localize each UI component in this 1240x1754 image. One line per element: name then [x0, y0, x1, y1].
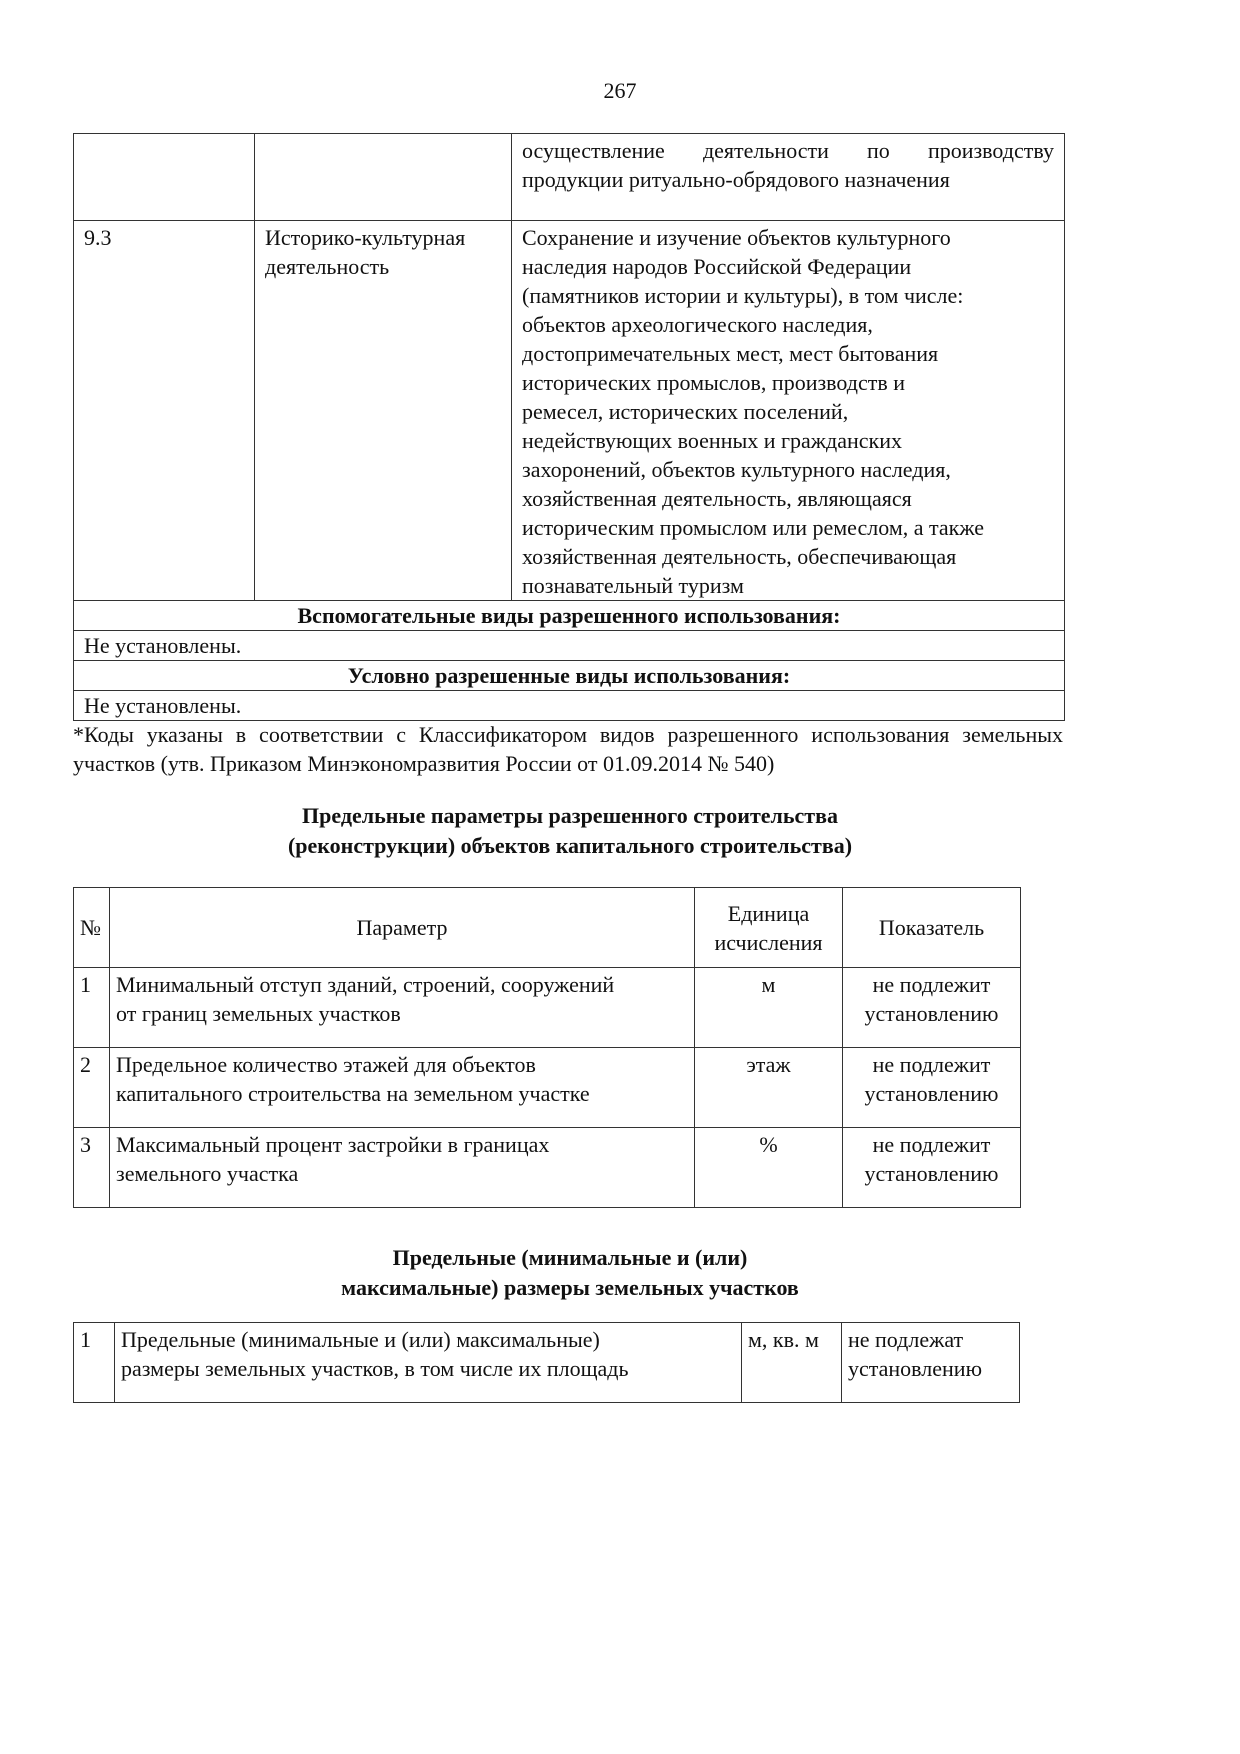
- header-num: №: [74, 888, 110, 968]
- row-unit: этаж: [695, 1048, 843, 1128]
- row-param: Предельные (минимальные и (или) максимальные) размеры земельных участков, в том числе их площадь: [115, 1323, 742, 1403]
- description-cell: осуществление деятельности по производству продукции ритуально-обрядового назначения: [512, 134, 1065, 221]
- table-row: [74, 221, 1065, 601]
- row-param: Предельное количество этажей для объектов капитального строительства на земельном участке: [110, 1048, 695, 1128]
- row-num: 1: [74, 968, 110, 1048]
- params-table: [73, 887, 1021, 1208]
- row-param: Максимальный процент застройки в границах земельного участка: [110, 1128, 695, 1208]
- table-row: [74, 134, 1065, 221]
- header-value: Показатель: [843, 888, 1021, 968]
- code-cell: [74, 134, 255, 221]
- auxiliary-value-row: [74, 631, 1065, 661]
- name-cell: [255, 134, 512, 221]
- code-cell: 9.3: [74, 221, 255, 601]
- conditional-header: Условно разрешенные виды использования:: [74, 661, 1065, 691]
- header-row: [74, 888, 1021, 968]
- table-row: [74, 1323, 1020, 1403]
- row-unit: %: [695, 1128, 843, 1208]
- conditional-header-row: [74, 661, 1065, 691]
- footnote: *Коды указаны в соответствии с Классификатором видов разрешенного использования земельных участков (утв. Приказом Минэкономразвития России от 01.09.2014 № 540): [73, 722, 1063, 776]
- row-value: не подлежат установлению: [842, 1323, 1020, 1403]
- conditional-value-row: [74, 691, 1065, 721]
- sizes-section-title: Предельные (минимальные и (или) максимальные) размеры земельных участков: [341, 1245, 799, 1300]
- row-unit: м, кв. м: [742, 1323, 842, 1403]
- row-num: 1: [74, 1323, 115, 1403]
- land-use-table: [73, 133, 1065, 721]
- auxiliary-header: Вспомогательные виды разрешенного использования:: [74, 601, 1065, 631]
- row-value: не подлежит установлению: [843, 968, 1021, 1048]
- params-section-title: Предельные параметры разрешенного строительства (реконструкции) объектов капитального строительства): [287, 803, 853, 858]
- name-cell: Историко-культурная деятельность: [255, 221, 512, 601]
- table-row: [74, 1128, 1021, 1208]
- conditional-value: Не установлены.: [74, 691, 1065, 721]
- row-num: 2: [74, 1048, 110, 1128]
- row-unit: м: [695, 968, 843, 1048]
- auxiliary-value: Не установлены.: [74, 631, 1065, 661]
- sizes-table: [73, 1322, 1020, 1403]
- row-num: 3: [74, 1128, 110, 1208]
- auxiliary-header-row: [74, 601, 1065, 631]
- table-row: [74, 1048, 1021, 1128]
- row-value: не подлежит установлению: [843, 1048, 1021, 1128]
- header-param: Параметр: [110, 888, 695, 968]
- page-number: 267: [603, 78, 637, 103]
- row-value: не подлежит установлению: [843, 1128, 1021, 1208]
- header-unit: Единица исчисления: [695, 888, 843, 968]
- row-param: Минимальный отступ зданий, строений, сооружений от границ земельных участков: [110, 968, 695, 1048]
- description-cell: Сохранение и изучение объектов культурного наследия народов Российской Федерации (памятников истории и культуры), в том числе: объектов археологического наследия, достопримечательных мест, мест бытования исторических промыслов, производств и ремесел, исторических поселений, недействующих военных и гражданских захоронений, объектов культурного наследия, хозяйственная деятельность, являющаяся историческим промыслом или ремеслом, а также хозяйственная деятельность, обеспечивающая познавательный туризм: [512, 221, 1065, 601]
- table-row: [74, 968, 1021, 1048]
